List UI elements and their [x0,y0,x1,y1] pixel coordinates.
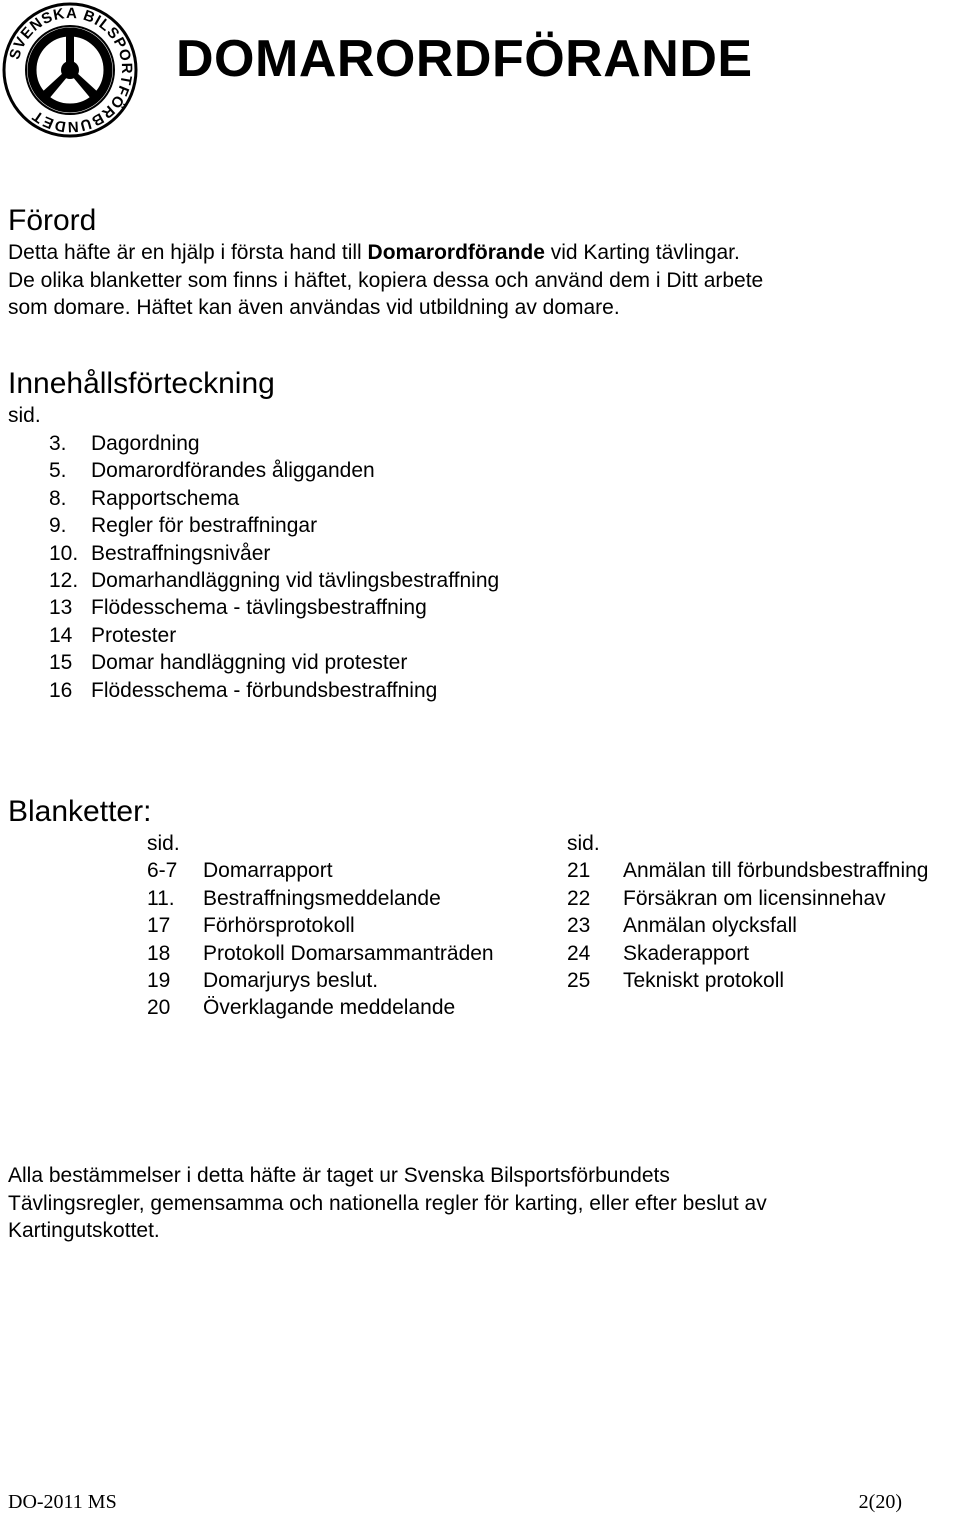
item-page-number: 25 [567,969,591,993]
item-label: Förhörsprotokoll [203,914,355,938]
item-page-number: 8. [49,486,67,510]
item-label: Protester [91,623,177,647]
item-page-number: 11. [147,886,175,910]
item-label: Domarordförandes åligganden [91,459,375,483]
item-label: Tekniskt protokoll [623,969,785,993]
item-page-number: 15 [49,651,73,675]
list-item [567,967,928,994]
footer-page-number: 2(20) [858,1491,902,1513]
list-item [8,567,499,594]
item-page-number: 13 [49,596,73,620]
list-item [567,940,928,967]
item-label: Anmälan olycksfall [623,914,797,938]
list-item [567,885,928,912]
item-label: Anmälan till förbundsbestraffning [623,859,929,883]
list-item [8,622,499,649]
item-label: Flödesschema - förbundsbestraffning [91,678,438,702]
item-label: Rapportschema [91,486,240,510]
steering-wheel-icon [32,32,108,108]
list-item [147,857,494,884]
footer-doc-id: DO-2011 MS [8,1491,117,1513]
list-item [8,649,499,676]
item-page-number: 16 [49,678,73,702]
item-label: Försäkran om licensinnehav [623,886,886,910]
list-item [147,994,494,1021]
contents-list [8,430,499,704]
list-item [8,457,499,484]
foreword-paragraph: Detta häfte är en hjälp i första hand till Domarordförande vid Karting tävlingar. De olika blanketter som finns i häftet, kopiera dessa och använd dem i Ditt arbete som domare. Häftet kan även användas vid utbildning av domare. [8,241,764,319]
source-note: Alla bestämmelser i detta häfte är taget ur Svenska Bilsportsförbundets Tävlingsregler, gemensamma och nationella regler för karting, eller efter beslut av Kartingutskottet. [8,1164,767,1242]
item-page-number: 18 [147,941,171,965]
item-page-number: 20 [147,996,171,1020]
list-item [147,912,494,939]
item-label: Skaderapport [623,941,750,965]
item-page-number: 23 [567,914,591,938]
item-page-number: 21 [567,859,591,883]
bold-term: Domarordförande [367,241,545,264]
item-label: Bestraffningsnivåer [91,541,271,565]
list-item [8,594,499,621]
item-label: Flödesschema - tävlingsbestraffning [91,596,427,620]
list-item [8,677,499,704]
forms-left-column: sid. 6-7 Domarrapport 11. Bestraffningsmeddelande 17 Förhörsprotokoll 18 Protokoll Domarsammanträden 19 Domarjurys beslut. 20 Överklagande meddelande [147,830,494,1022]
logo-ring-text: SVENSKA BILSPORTFÖRBUNDET [6,4,136,136]
list-item [8,430,499,457]
item-label: Protokoll Domarsammanträden [203,941,494,965]
list-item [8,540,499,567]
item-page-number: 19 [147,969,171,993]
contents-heading: Innehållsförteckning [8,367,275,400]
list-item [567,857,928,884]
item-label: Domarrapport [203,859,333,883]
item-page-number: 24 [567,941,591,965]
list-item [147,967,494,994]
contents-sid-label: sid. [8,404,41,427]
item-page-number: 10. [49,541,79,565]
item-page-number: 12. [49,569,79,593]
item-page-number: 14 [49,623,73,647]
item-page-number: 3. [49,432,67,455]
foreword-heading: Förord [8,204,97,237]
item-label: Dagordning [91,432,200,455]
item-page-number: 22 [567,886,591,910]
item-label: Domar handläggning vid protester [91,651,408,675]
item-label: Domarjurys beslut. [203,969,379,993]
item-label: Bestraffningsmeddelande [203,886,441,910]
item-label: Domarhandläggning vid tävlingsbestraffning [91,569,500,593]
forms-heading: Blanketter: [8,795,152,828]
federation-logo [2,2,138,138]
list-item [567,912,928,939]
list-item [147,940,494,967]
item-label: Överklagande meddelande [203,996,456,1020]
forms-right-column: sid. 21 Anmälan till förbundsbestraffning 22 Försäkran om licensinnehav 23 Anmälan olycksfall 24 Skaderapport 25 Tekniskt protokoll [567,830,928,994]
list-item [8,485,499,512]
page-title: DOMARORDFÖRANDE [176,30,753,88]
item-page-number: 5. [49,459,67,483]
item-page-number: 6-7 [147,859,178,883]
list-item [8,512,499,539]
list-item [147,885,494,912]
item-page-number: 17 [147,914,171,938]
item-page-number: 9. [49,514,67,538]
item-label: Regler för bestraffningar [91,514,318,538]
